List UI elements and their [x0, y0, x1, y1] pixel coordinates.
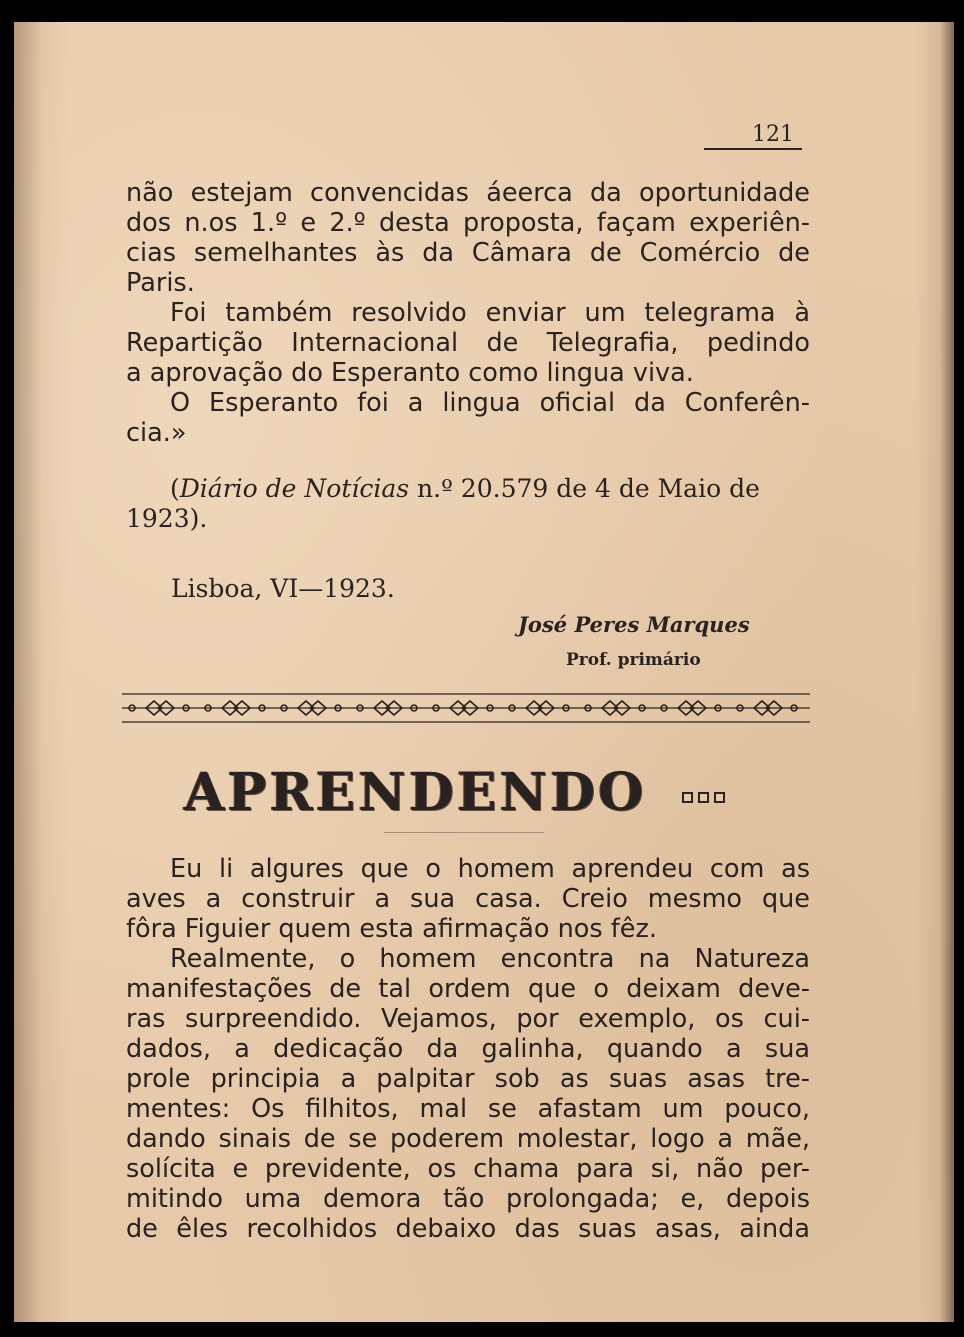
- body-line: dados, a dedicação da galinha, quando a sua: [126, 1034, 810, 1064]
- body-line: fôra Figuier quem esta afirmação nos fêz.: [126, 914, 657, 944]
- body-line: manifestações de tal ordem que o deixam deve-: [126, 974, 810, 1004]
- body-line: Realmente, o homem encontra na Natureza: [170, 944, 810, 974]
- body-line: não estejam convencidas áeerca da oportunidade: [126, 178, 810, 208]
- body-line: Foi também resolvido enviar um telegrama à: [170, 298, 810, 328]
- page-number: 121: [752, 122, 794, 147]
- book-page: [14, 22, 954, 1322]
- body-line: de êles recolhidos debaixo das suas asas, ainda: [126, 1214, 810, 1244]
- body-line: O Esperanto foi a lingua oficial da Conferên-: [170, 388, 810, 418]
- body-line: ras surpreendido. Vejamos, por exemplo, os cui-: [126, 1004, 810, 1034]
- page-edge-shadow: [940, 22, 954, 1322]
- body-line: mentes: Os filhitos, mal se afastam um pouco,: [126, 1094, 810, 1124]
- body-line: mitindo uma demora tão prolongada; e, depois: [126, 1184, 810, 1214]
- body-line: cia.»: [126, 418, 187, 448]
- article-heading: APRENDENDO: [184, 762, 647, 823]
- ornamental-divider: [122, 690, 810, 726]
- body-line: dando sinais de se poderem molestar, logo a mãe,: [126, 1124, 810, 1154]
- body-line: Eu li algures que o homem aprendeu com as: [170, 854, 810, 884]
- body-line: solícita e previdente, os chama para si, não per-: [126, 1154, 810, 1184]
- body-line: aves a construir a sua casa. Creio mesmo que: [126, 884, 810, 914]
- page-number-rule: [704, 148, 802, 150]
- body-line: a aprovação do Esperanto como lingua viva.: [126, 358, 694, 388]
- newspaper-name: Diário de Notícias: [179, 474, 410, 503]
- body-line: cias semelhantes às da Câmara de Comércio de: [126, 238, 810, 268]
- body-line: Paris.: [126, 268, 195, 298]
- place-date: Lisboa, VI—1923.: [171, 574, 395, 603]
- citation-year: 1923).: [126, 504, 208, 533]
- signature-title: Prof. primário: [566, 650, 701, 670]
- binding-shadow: [14, 22, 42, 1322]
- body-line: prole principia a palpitar sob as suas asas tre-: [126, 1064, 810, 1094]
- heading-underline: [384, 832, 544, 833]
- signature-name: José Peres Marques: [518, 612, 750, 637]
- citation: (Diário de Notícias n.º 20.579 de 4 de Maio de: [170, 474, 760, 503]
- body-line: dos n.os 1.º e 2.º desta proposta, façam experiên-: [126, 208, 810, 238]
- heading-ellipsis-ornament: [682, 790, 730, 808]
- body-line: Repartição Internacional de Telegrafia, pedindo: [126, 328, 810, 358]
